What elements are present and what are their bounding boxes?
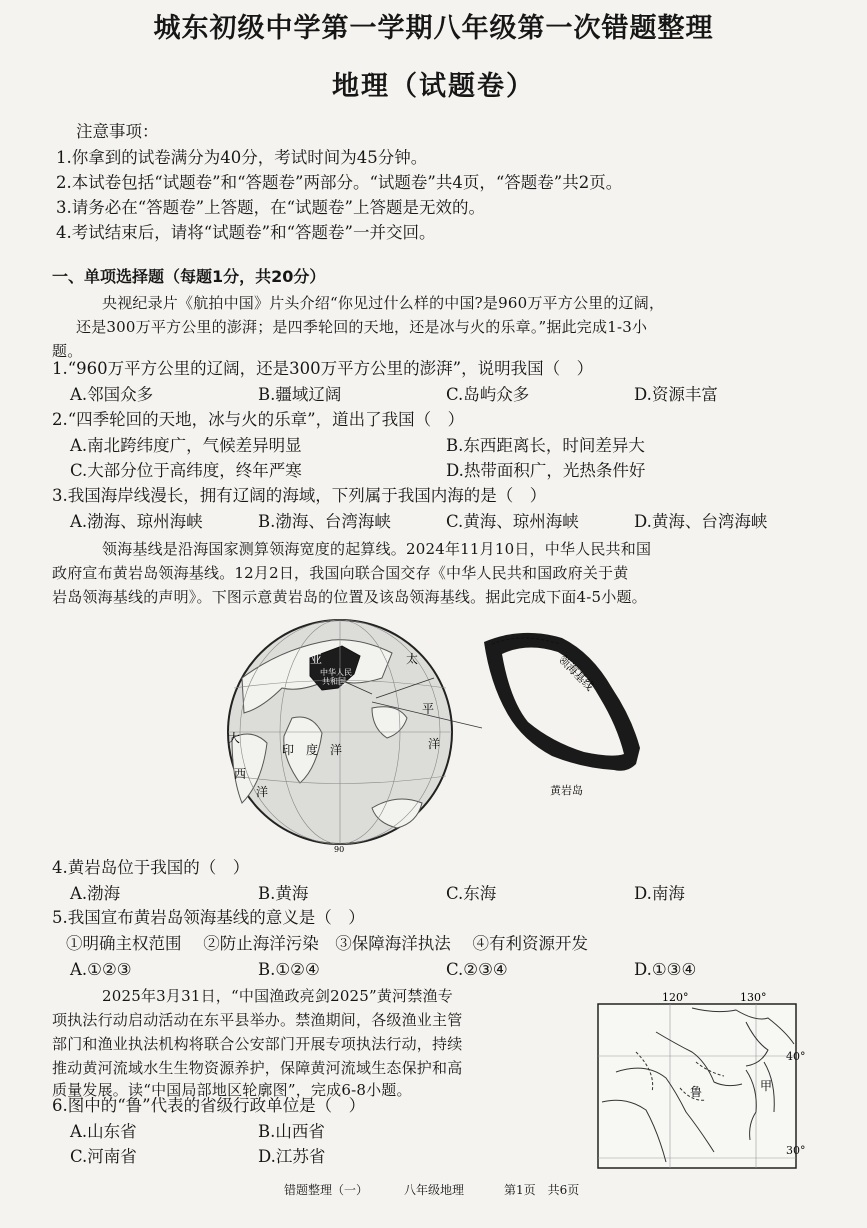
latitude-label-40: 40° [786, 1050, 806, 1063]
footer-left: 错题整理（一） [284, 1183, 369, 1197]
option-c: C.大部分位于高纬度，终年严寒 [70, 461, 302, 480]
option-b: B.山西省 [258, 1122, 325, 1141]
statement-options: ①明确主权范围 ②防止海洋污染 ③保障海洋执法 ④有利资源开发 [66, 934, 588, 953]
notice-heading: 注意事项： [76, 122, 159, 141]
globe-label-indian-ocean: 印 度 洋 [282, 743, 343, 757]
globe-label-ya: 亚 [310, 652, 323, 666]
option-c: C.黄海、琼州海峡 [446, 512, 579, 531]
option-d: D.江苏省 [258, 1147, 326, 1166]
longitude-label-130: 130° [740, 992, 767, 1004]
option-a: A.渤海 [70, 884, 121, 903]
globe-label-yang2: 洋 [256, 785, 269, 799]
footer-center: 八年级地理 [404, 1183, 465, 1197]
exam-subtitle: 地理（试题卷） [332, 71, 535, 102]
passage-line: 政府宣布黄岩岛领海基线。12月2日，我国向联合国交存《中华人民共和国政府关于黄 [52, 564, 629, 582]
globe-label-china2: 共和国 [322, 677, 346, 686]
option-a: A.邻国众多 [70, 385, 154, 404]
option-b: B.东西距离长，时间差异大 [446, 436, 645, 455]
regional-outline-map [596, 992, 816, 1172]
globe-label-xi: 西 [234, 767, 247, 781]
notice-item: 4.考试结束后，请将“试题卷”和“答题卷”一并交回。 [56, 223, 436, 242]
passage-line: 项执法行动启动活动在东平县举办。禁渔期间，各级渔业主管 [52, 1011, 463, 1029]
exam-title: 城东初级中学第一学期八年级第一次错题整理 [153, 13, 714, 44]
passage-line: 央视纪录片《航拍中国》片头介绍“你见过什么样的中国?是960万平方公里的辽阔， [102, 294, 665, 312]
globe-map [228, 620, 482, 844]
option-c: C.东海 [446, 884, 497, 903]
island-label: 黄岩岛 [550, 784, 583, 797]
option-b: B.渤海、台湾海峡 [258, 512, 391, 531]
option-c: C.②③④ [446, 960, 508, 979]
option-a: A.山东省 [70, 1122, 137, 1141]
passage-line: 推动黄河流域水生生物资源养护，保障黄河流域生态保护和高 [52, 1059, 463, 1077]
option-b: B.黄海 [258, 884, 309, 903]
huangyan-island-outline [484, 633, 640, 771]
latitude-label-30: 30° [786, 1144, 806, 1157]
globe-label-ping: 平 [422, 702, 435, 716]
province-label-lu: 鲁 [690, 1085, 703, 1099]
option-c: C.河南省 [70, 1147, 137, 1166]
meridian-label: 90 [334, 845, 345, 854]
option-a: A.①②③ [70, 960, 132, 979]
passage-line: 题。 [52, 342, 83, 360]
option-b: B.疆域辽阔 [258, 385, 342, 404]
passage-line: 领海基线是沿海国家测算领海宽度的起算线。2024年11月10日，中华人民共和国 [102, 540, 652, 558]
baseline-label: 领海基线 [555, 652, 597, 694]
notice-item: 1.你拿到的试卷满分为40分，考试时间为45分钟。 [56, 148, 428, 167]
passage-line: 质量发展。读“中国局部地区轮廓图”，完成6-8小题。 [52, 1081, 412, 1099]
globe-label-tai: 太 [406, 652, 419, 666]
question-stem: 4.黄岩岛位于我国的（ ） [52, 858, 250, 877]
question-stem: 3.我国海岸线漫长，拥有辽阔的海域，下列属于我国内海的是（ ） [52, 486, 547, 505]
option-b: B.①②④ [258, 960, 320, 979]
globe-island-figure [222, 618, 822, 858]
page-number: 第1页 共6页 [504, 1183, 580, 1197]
globe-label-da: 大 [228, 731, 241, 745]
longitude-label-120: 120° [662, 992, 689, 1004]
option-c: C.岛屿众多 [446, 385, 530, 404]
option-a: A.渤海、琼州海峡 [70, 512, 203, 531]
option-d: D.热带面积广，光热条件好 [446, 461, 646, 480]
question-stem: 5.我国宣布黄岩岛领海基线的意义是（ ） [52, 908, 365, 927]
section-heading: 一、单项选择题（每题1分，共20分） [52, 267, 326, 286]
passage-line: 岩岛领海基线的声明》。下图示意黄岩岛的位置及该岛领海基线。据此完成下面4-5小题。 [52, 588, 647, 606]
option-d: D.黄海、台湾海峡 [634, 512, 768, 531]
option-a: A.南北跨纬度广，气候差异明显 [70, 436, 302, 455]
notice-item: 2.本试卷包括“试题卷”和“答题卷”两部分。“试题卷”共4页，“答题卷”共2页。 [56, 173, 623, 192]
question-stem: 2.“四季轮回的天地，冰与火的乐章”，道出了我国（ ） [52, 410, 465, 429]
globe-label-china1: 中华人民 [320, 668, 352, 677]
question-stem: 6.图中的“鲁”代表的省级行政单位是（ ） [52, 1096, 366, 1115]
globe-label-yang: 洋 [428, 737, 441, 751]
notice-item: 3.请务必在“答题卷”上答题，在“试题卷”上答题是无效的。 [56, 198, 485, 217]
option-d: D.①③④ [634, 960, 697, 979]
question-stem: 1.“960万平方公里的辽阔，还是300万平方公里的澎湃”，说明我国（ ） [52, 359, 594, 378]
region-label-jia: 甲 [760, 1079, 773, 1093]
option-d: D.南海 [634, 884, 685, 903]
passage-line: 2025年3月31日，“中国渔政亮剑2025”黄河禁渔专 [102, 987, 453, 1005]
passage-line: 还是300万平方公里的澎湃；是四季轮回的天地，还是冰与火的乐章。”据此完成1-3小 [76, 318, 648, 336]
option-d: D.资源丰富 [634, 385, 718, 404]
passage-line: 部门和渔业执法机构将联合公安部门开展专项执法行动，持续 [52, 1035, 463, 1053]
